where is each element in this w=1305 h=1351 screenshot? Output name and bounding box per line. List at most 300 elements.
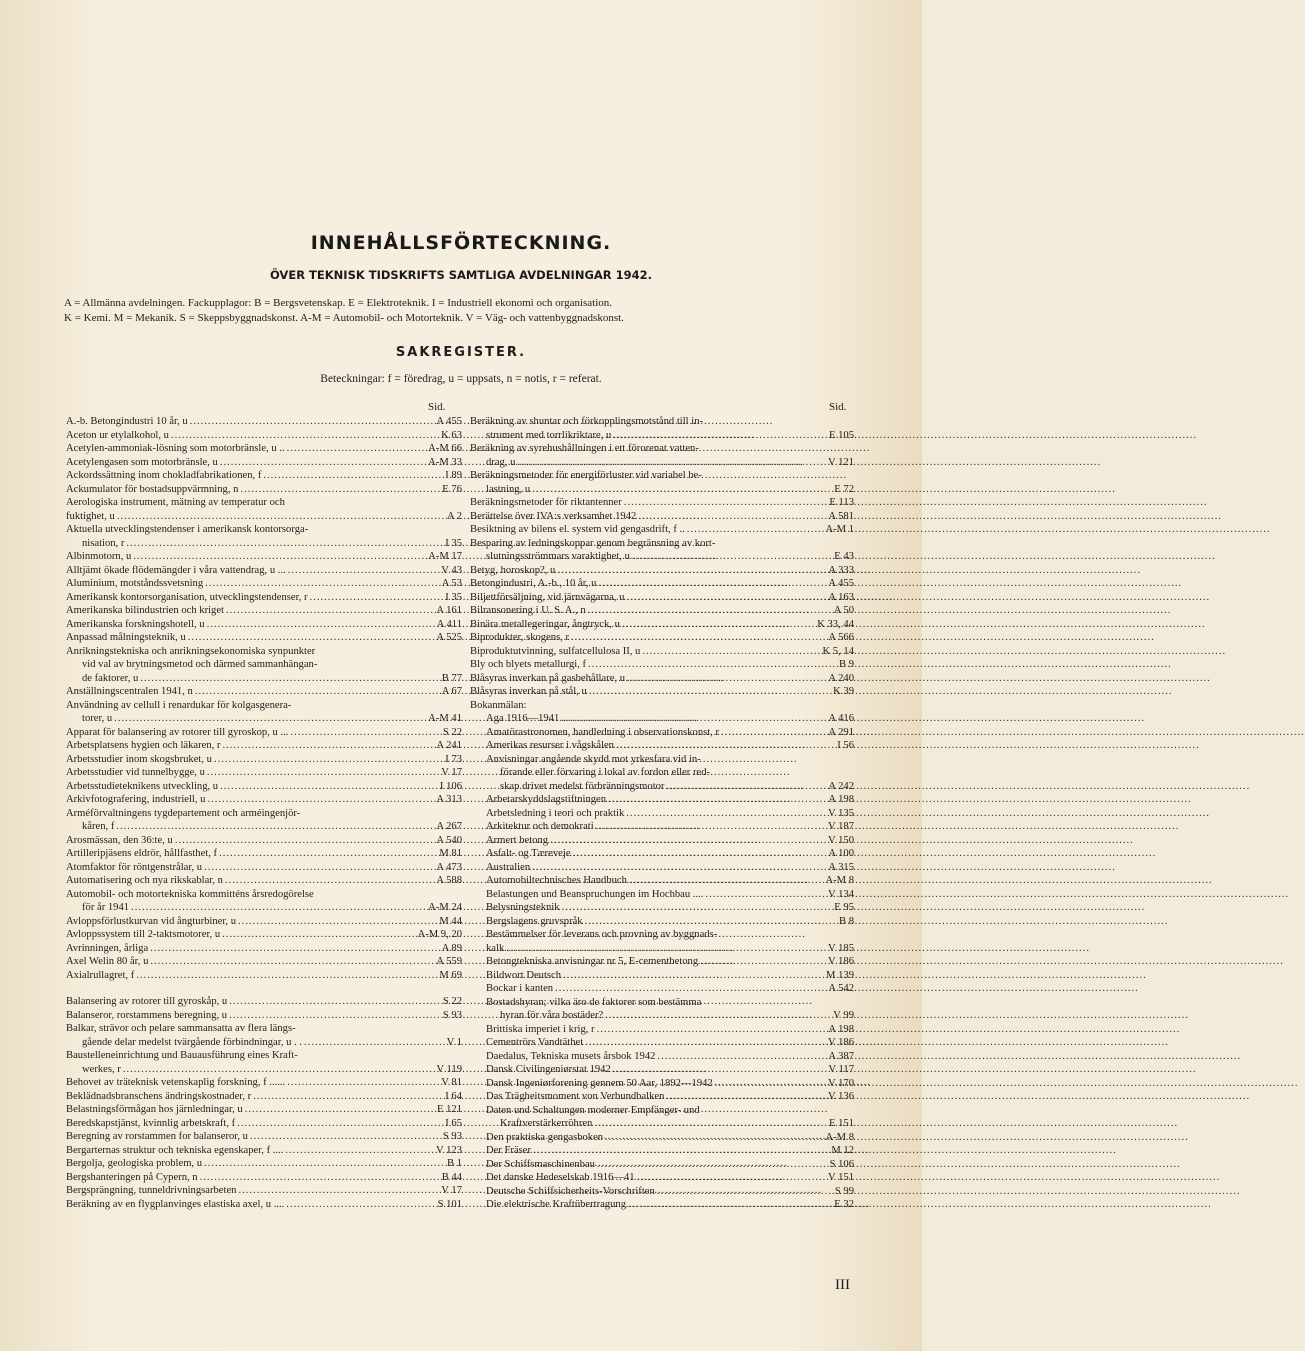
dot-leader	[548, 834, 828, 848]
dot-leader	[188, 415, 437, 429]
index-entry	[470, 1171, 854, 1185]
dot-leader	[243, 1103, 437, 1117]
dot-leader	[248, 1130, 443, 1144]
entry-reference: I 56	[837, 740, 854, 751]
section-gap	[66, 982, 462, 995]
index-column-left	[66, 415, 462, 1211]
index-entry	[66, 672, 462, 686]
index-entry	[66, 550, 462, 564]
entry-reference: B 8	[838, 915, 854, 927]
dot-leader	[236, 915, 439, 929]
entry-reference: E 121	[436, 1104, 462, 1115]
entry-reference: A 542	[828, 983, 854, 994]
dot-leader	[285, 442, 429, 456]
dot-leader	[238, 483, 442, 497]
entry-title: Anställningscentralen 1941, n	[66, 686, 193, 697]
entry-title: Alltjämt ökade flödemängder i våra vattendrag, u ...	[66, 564, 286, 576]
entry-title: Belysningsteknik	[486, 902, 560, 913]
entry-title: Beräkningsmetoder för riktantenner	[470, 497, 622, 508]
entry-title: Balanseror, rorstammens beregning, u	[66, 1009, 228, 1021]
dot-leader	[530, 861, 828, 875]
entry-title: Bergslagens gruvspråk	[486, 915, 583, 927]
entry-title: Blåsyras inverkan på gasbehållare, u	[470, 672, 626, 684]
index-entry	[470, 1063, 854, 1077]
entry-reference: V 99	[833, 1010, 854, 1021]
index-entry	[66, 1076, 462, 1090]
dot-leader	[205, 618, 437, 632]
dot-leader	[583, 1036, 828, 1050]
index-entry	[470, 820, 854, 834]
dot-leader	[614, 739, 837, 753]
entry-title: Bergshanteringen på Cypern, n	[66, 1171, 198, 1183]
dot-leader	[302, 1036, 447, 1050]
entry-title: Axel Welin 80 år, u	[66, 956, 149, 967]
entry-reference: A-M 9, 20	[417, 929, 462, 940]
entry-title: Deutsche Schiffsicherheits-Vorschriften	[486, 1185, 655, 1197]
index-entry-line: Anvisningar angående skydd mot yrkesfara vid in-	[486, 753, 701, 765]
index-entry	[470, 847, 854, 861]
index-entry	[470, 564, 854, 578]
index-entry-line: Bestämmelser för leverans och provning av byggnads-	[486, 929, 718, 940]
index-entry	[470, 685, 854, 699]
dot-leader	[114, 820, 436, 834]
entry-reference: A 411	[436, 618, 462, 630]
entry-title: Beklädnadsbranschens ändringskostnader, r	[66, 1090, 252, 1102]
entry-reference: I 64	[445, 1090, 462, 1102]
dot-leader	[173, 834, 437, 848]
entry-title: Biljettförsäljning, vid järnvägarna, u	[470, 591, 625, 603]
index-entry	[66, 1009, 462, 1023]
entry-reference: B 1	[446, 1158, 462, 1169]
dot-leader	[236, 1184, 441, 1198]
entry-title: Atomfaktor för röntgenstrålar, u	[66, 861, 203, 873]
index-entry	[66, 577, 462, 591]
entry-reference: A 566	[828, 632, 854, 643]
entry-reference: A 525	[436, 632, 462, 643]
index-entry	[66, 1117, 462, 1131]
dot-leader	[594, 820, 828, 834]
entry-reference: M 69	[439, 969, 462, 981]
dot-leader	[561, 969, 826, 983]
entry-title: Apparat för balansering av rotorer till gyroskop, u ...	[66, 726, 289, 738]
index-entry	[470, 1144, 854, 1158]
dot-leader	[636, 510, 828, 524]
dot-leader	[217, 847, 439, 861]
entry-reference: K 63	[441, 429, 462, 441]
index-entry	[470, 523, 854, 537]
entry-reference: A 416	[828, 713, 854, 724]
entry-title: Aluminium, motståndssvetsning	[66, 578, 204, 589]
entry-reference: S 93	[442, 1131, 462, 1142]
entry-reference: E 151	[828, 1118, 854, 1129]
entry-reference: A 2	[446, 510, 462, 522]
entry-title: Avrinningen, årliga	[66, 942, 149, 954]
dot-leader	[261, 469, 445, 483]
entry-title: Bildwort Deutsch	[486, 969, 562, 981]
entry-reference: A 50	[833, 605, 854, 616]
index-entry	[66, 915, 462, 929]
entry-title: slutningsströmmars varaktighet, u	[486, 551, 630, 562]
index-entry	[470, 672, 854, 686]
index-entry	[470, 1036, 854, 1050]
index-entry-line: Beräkningsmetoder för energiförluster vid variabel be-	[470, 470, 702, 481]
index-entry	[470, 888, 854, 902]
index-entry-line: Bostadshyran; vilka äro de faktorer som bestämma	[486, 996, 702, 1008]
entry-reference: I 106	[439, 780, 462, 792]
index-entry	[66, 1130, 462, 1144]
entry-title: Aceton ur etylalkohol, u	[66, 429, 169, 441]
index-entry	[470, 1050, 854, 1064]
entry-title: kåren, f	[82, 821, 115, 832]
dot-leader	[596, 577, 828, 591]
entry-reference: M 12	[831, 1145, 854, 1156]
entry-reference: A 241	[436, 740, 462, 751]
index-entry	[66, 874, 462, 888]
index-entry	[66, 685, 462, 699]
entry-title: Dansk Ingeniørforening gennem 50 Aar, 1892—1942	[486, 1077, 713, 1089]
dot-leader	[611, 429, 829, 443]
entry-reference: S 22	[442, 726, 462, 738]
entry-reference: A 240	[828, 672, 854, 684]
entry-reference: I 65	[445, 1117, 462, 1129]
index-entry	[66, 537, 462, 551]
entry-title: skap drivet medelst förbränningsmotor	[500, 780, 665, 792]
index-entry-line: Daten und Schaltungen moderner Empfänger- und	[486, 1104, 700, 1116]
entry-reference: V 134	[828, 888, 854, 900]
abbreviations-line: Beteckningar: f = föredrag, u = uppsats, n = notis, r = referat.	[320, 373, 602, 385]
index-entry	[470, 550, 854, 564]
index-entry	[66, 995, 462, 1009]
index-entry-line: Beräkning av syrehushållningen i ett förorenat vatten-	[470, 443, 699, 454]
entry-reference: V 135	[828, 807, 854, 819]
index-entry	[66, 942, 462, 956]
index-entry	[66, 969, 462, 983]
index-entry	[470, 618, 854, 632]
entry-reference: B 77	[441, 672, 462, 684]
index-entry	[470, 1198, 854, 1212]
entry-reference: A 455	[828, 578, 854, 589]
index-entry	[470, 915, 854, 929]
entry-reference: A-M 8	[825, 875, 854, 886]
dot-leader	[586, 604, 834, 618]
index-entry-line: förande eller förvaring i lokal av fordon eller red-	[500, 767, 711, 778]
entry-title: Betongindustri, A.-b., 10 år, u	[470, 578, 597, 589]
dot-leader	[627, 874, 826, 888]
entry-title: Daedalus, Tekniska musets årsbok 1942	[486, 1050, 656, 1062]
section-title: SAKREGISTER.	[395, 345, 527, 360]
entry-title: Axialrullagret, f	[66, 969, 135, 981]
dot-leader	[227, 1009, 443, 1023]
entry-title: Albinmotorn, u	[66, 551, 132, 562]
dot-leader	[664, 1090, 828, 1104]
entry-title: A.-b. Betongindustri 10 år, u	[66, 416, 188, 427]
dot-leader	[719, 726, 828, 740]
dot-leader	[703, 888, 828, 902]
entry-title: Ackordssättning inom chokladfabrikationen, f	[66, 470, 262, 481]
entry-reference: V 151	[828, 1172, 854, 1183]
index-entry-line: vid val av brytningsmetod och därmed sammanhängan-	[82, 659, 318, 670]
entry-reference: A 455	[436, 416, 462, 427]
index-entry	[470, 834, 854, 848]
dot-leader	[611, 1063, 829, 1077]
dot-leader	[571, 847, 829, 861]
dot-leader	[124, 537, 445, 551]
index-entry	[66, 442, 462, 456]
sid-label-left: Sid.	[428, 401, 446, 413]
dot-leader	[587, 685, 833, 699]
entry-reference: S 106	[829, 1158, 854, 1170]
entry-title: Beregning av rorstammen for balanseror, u	[66, 1131, 248, 1142]
entry-reference: V 121	[828, 456, 854, 468]
index-entry	[66, 604, 462, 618]
entry-reference: A-M 8	[825, 1131, 854, 1143]
entry-reference: S 99	[834, 1185, 854, 1197]
index-entry	[470, 901, 854, 915]
entry-title: Automobiltechnisches Handbuch	[486, 875, 627, 886]
entry-reference: I 89	[445, 470, 462, 481]
index-entry	[470, 1023, 854, 1037]
entry-title: Cementrörs Vandtäthet	[486, 1037, 584, 1048]
dot-leader	[148, 942, 442, 956]
dot-leader	[603, 1131, 825, 1145]
dot-leader	[586, 658, 839, 672]
entry-reference: A-M 24	[428, 902, 462, 913]
dot-leader	[198, 1171, 442, 1185]
index-entry	[66, 753, 462, 767]
entry-title: Das Trägheitsmoment von Verbundbalken	[486, 1091, 665, 1102]
index-entry	[66, 726, 462, 740]
index-entry	[470, 645, 854, 659]
index-entry-line: Användning av cellull i renardukar för kolgasgenera-	[66, 699, 292, 711]
entry-reference: E 95	[834, 902, 854, 913]
entry-title: fuktighet, u	[66, 510, 115, 522]
entry-title: Den praktiska gengasboken	[486, 1131, 604, 1143]
entry-reference: A-M 66	[428, 443, 462, 454]
index-entry	[66, 469, 462, 483]
entry-title: Asfalt- og Tæreveje	[486, 848, 571, 859]
index-entry	[66, 564, 462, 578]
entry-reference: A 161	[436, 605, 462, 616]
index-entry	[66, 793, 462, 807]
dot-leader	[224, 604, 436, 618]
index-entry	[470, 1090, 854, 1104]
index-entry	[470, 807, 854, 821]
dot-leader	[308, 591, 446, 605]
index-entry	[66, 415, 462, 429]
dot-leader	[531, 1144, 831, 1158]
index-entry-line: Beräkning av shuntar och förkopplingsmotstånd till in-	[470, 416, 704, 427]
index-entry	[66, 483, 462, 497]
index-entry	[66, 739, 462, 753]
dot-leader	[622, 496, 830, 510]
index-entry	[66, 429, 462, 443]
index-entry	[470, 591, 854, 605]
entry-reference: S 101	[437, 1198, 462, 1210]
dot-leader	[624, 807, 828, 821]
index-entry-line: Aktuella utvecklingstendenser i amerikansk kontorsorga-	[66, 524, 309, 535]
entry-title: drag, u	[486, 456, 516, 468]
entry-reference: A 89	[441, 942, 462, 954]
entry-reference: A 100	[828, 848, 854, 859]
dot-leader	[559, 712, 828, 726]
dot-leader	[284, 1198, 437, 1212]
dot-leader	[218, 780, 440, 794]
entry-title: Betyg, horoskop?, u	[470, 564, 556, 576]
entry-reference: A 242	[828, 780, 854, 792]
entry-reference: V 186	[828, 1037, 854, 1048]
entry-reference: B 44	[441, 1171, 462, 1183]
entry-title: Acetylen-ammoniak-lösning som motorbränsle, u ..	[66, 443, 285, 454]
index-entry	[66, 928, 462, 942]
dot-leader	[121, 1063, 437, 1077]
index-entry	[66, 955, 462, 969]
dot-leader	[698, 955, 828, 969]
entry-title: Automatisering och nya rikskablar, n	[66, 875, 223, 886]
entry-reference: A 315	[828, 861, 854, 873]
index-entry	[470, 982, 854, 996]
dot-leader	[212, 753, 445, 767]
entry-reference: A 163	[828, 591, 854, 603]
entry-title: Bergarternas struktur och tekniska egenskaper, f ....	[66, 1144, 284, 1156]
index-entry	[470, 496, 854, 510]
index-entry	[470, 726, 854, 740]
entry-reference: A 588	[436, 875, 462, 886]
entry-reference: V 170	[828, 1077, 854, 1089]
index-entry	[470, 577, 854, 591]
index-entry	[66, 510, 462, 524]
entry-reference: V 150	[828, 834, 854, 846]
entry-title: Armert betong	[486, 834, 549, 846]
index-entry-line: Bokanmälan:	[470, 699, 527, 711]
entry-title: lastning, u	[486, 483, 531, 495]
dot-leader	[630, 550, 834, 564]
dot-leader	[220, 739, 436, 753]
index-entry	[470, 969, 854, 983]
entry-reference: V 81	[441, 1077, 462, 1088]
entry-reference: V 136	[828, 1091, 854, 1102]
entry-title: Die elektrische Kraftübertragung	[486, 1199, 627, 1210]
dot-leader	[685, 523, 826, 537]
entry-title: Arbetsstudier vid tunnelbygge, u	[66, 767, 205, 778]
dot-leader	[655, 1185, 835, 1199]
dot-leader	[186, 631, 437, 645]
entry-title: Dansk Civilingeniørstat 1942	[486, 1064, 611, 1075]
entry-reference: K 33, 44	[817, 618, 854, 630]
entry-reference: A-M 41	[428, 713, 462, 724]
entry-title: Bergolja, geologiska problem, u	[66, 1158, 203, 1169]
entry-title: Amerikanska forskningshotell, u	[66, 618, 205, 630]
legend-line-1: A = Allmänna avdelningen. Fackupplagor: B = Bergsvetenskap. E = Elektroteknik. I = Industriell ekonomi och organisation.	[64, 297, 613, 309]
entry-title: Amatörastronomen, handledning i observationskonst, r	[486, 726, 720, 738]
index-entry	[66, 1144, 462, 1158]
entry-title: Amerikanska bilindustrien och kriget	[66, 605, 224, 616]
entry-title: Avloppsförlustkurvan vid ångturbiner, u	[66, 915, 237, 927]
dot-leader	[635, 1171, 828, 1185]
index-entry	[66, 834, 462, 848]
entry-title: Behovet av träteknisk vetenskaplig forskning, f ......	[66, 1077, 286, 1088]
entry-reference: I 35	[445, 537, 462, 549]
index-entry	[470, 1117, 854, 1131]
index-entry	[66, 861, 462, 875]
dot-leader	[288, 726, 442, 740]
index-entry	[470, 955, 854, 969]
dot-leader	[235, 1117, 445, 1131]
index-entry	[470, 861, 854, 875]
index-entry	[66, 618, 462, 632]
index-entry	[470, 429, 854, 443]
entry-title: Beräkning av en flygplanvinges elastiska axel, u ....	[66, 1198, 285, 1210]
entry-title: nisation, r	[82, 537, 125, 549]
entry-reference: V 117	[828, 1064, 854, 1075]
entry-reference: V 17	[441, 1185, 462, 1196]
entry-reference: V 123	[436, 1144, 462, 1156]
entry-title: Beredskapstjänst, kvinnlig arbetskraft, f	[66, 1117, 236, 1129]
dot-leader	[592, 1117, 829, 1131]
dot-leader	[530, 483, 834, 497]
entry-title: Arbetsplatsens hygien och läkaren, r	[66, 740, 221, 751]
entry-reference: E 113	[829, 497, 854, 508]
index-entry	[66, 712, 462, 726]
entry-reference: E 43	[834, 551, 854, 562]
index-entry	[66, 1184, 462, 1198]
entry-reference: A 473	[436, 861, 462, 873]
index-entry	[66, 1103, 462, 1117]
entry-title: Belastningsförmågan hos järnledningar, u	[66, 1104, 243, 1115]
entry-reference: B 9	[838, 659, 854, 670]
entry-reference: A 313	[436, 794, 462, 805]
entry-title: hyran för våra bostäder?	[500, 1010, 604, 1021]
entry-title: för år 1941	[82, 902, 130, 913]
entry-reference: K 5, 14	[822, 645, 854, 657]
dot-leader	[606, 793, 828, 807]
dot-leader	[203, 577, 442, 591]
dot-leader	[138, 672, 441, 686]
entry-title: Artilleripjäsens eldrör, hållfasthet, f	[66, 848, 218, 859]
dot-leader	[595, 1158, 830, 1172]
entry-title: Balansering av rotorer till gyroskåp, u	[66, 996, 228, 1007]
index-entry	[66, 1063, 462, 1077]
entry-title: werkes, r	[82, 1063, 121, 1075]
dot-leader	[620, 618, 817, 632]
entry-title: Blåsyras inverkan på stål, u	[470, 686, 587, 697]
index-entry	[66, 901, 462, 915]
index-entry	[470, 1158, 854, 1172]
index-entry	[470, 793, 854, 807]
entry-title: Aga 1916—1941	[486, 713, 560, 724]
dot-leader	[286, 564, 442, 578]
entry-title: Biprodukter, skogens, r	[470, 632, 570, 643]
entry-title: Besiktning av bilens el. system vid gengasdrift, f ..	[470, 524, 685, 535]
index-entry	[470, 1009, 854, 1023]
index-entry	[66, 1036, 462, 1050]
dot-leader	[205, 793, 436, 807]
entry-title: Bockar i kanten	[486, 983, 554, 994]
entry-title: Bergsprängning, tunneldrivningsarbeten	[66, 1185, 237, 1196]
index-entry	[66, 847, 462, 861]
index-entry-line: Balkar, strävor och pelare sammansatta av flera längs-	[66, 1023, 296, 1034]
index-entry-line: Baustelleneinrichtung und Bauausführung eines Kraft-	[66, 1050, 298, 1061]
entry-title: Arbetarskyddslagstiftningen	[486, 794, 607, 805]
entry-reference: E 32	[834, 1199, 854, 1210]
dot-leader	[220, 928, 417, 942]
index-entry	[470, 631, 854, 645]
entry-title: Bly och blyets metallurgi, f	[470, 659, 587, 670]
entry-reference: E 72	[834, 483, 854, 495]
entry-title: torer, u	[82, 713, 113, 724]
index-entry	[66, 1171, 462, 1185]
entry-title: Belastungen und Beanspruchungen im Hochbau ....	[486, 888, 704, 900]
index-entry	[470, 1185, 854, 1199]
